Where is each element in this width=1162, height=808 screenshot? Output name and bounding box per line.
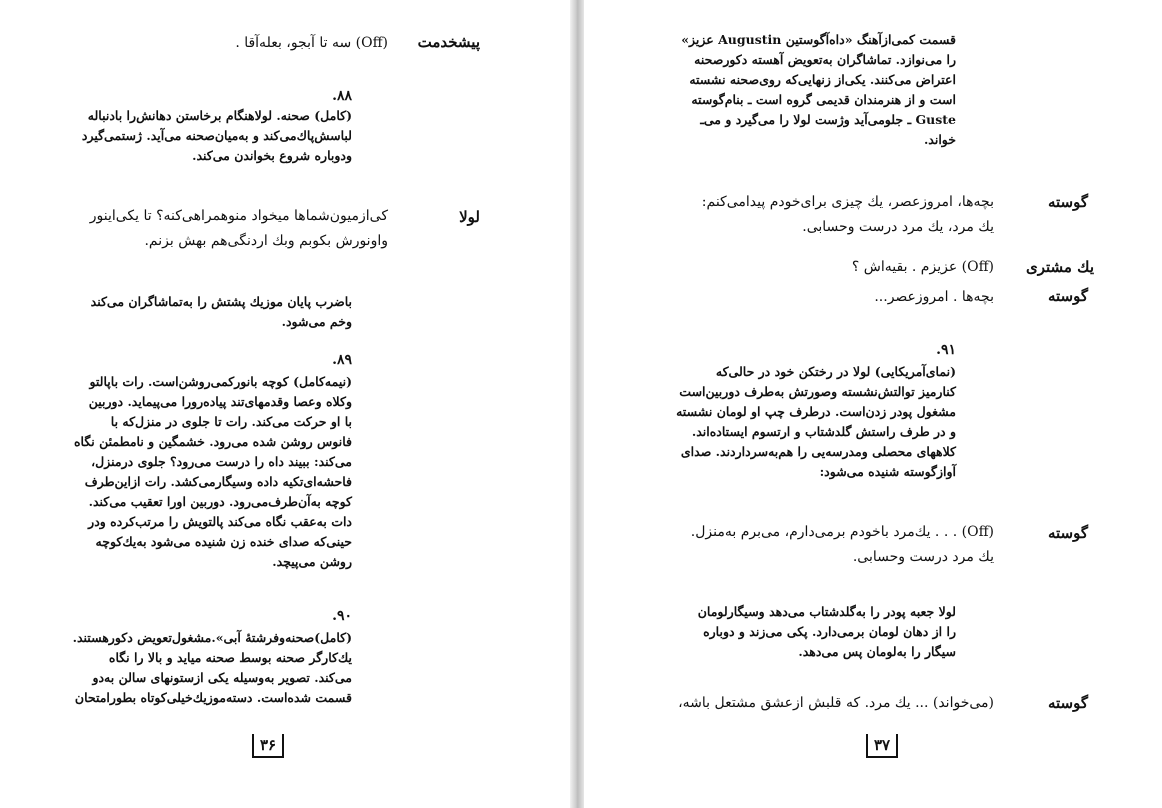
speaker-waiter: پیشخدمت	[417, 33, 480, 51]
page-number: ۳۷	[866, 734, 898, 758]
stage-line: فانوس روشن شده می‌رود. خشمگین و نامطمئن نگاه	[73, 434, 352, 449]
stage-line: (نیمه‌کامل) کوچه بانورکمی‌روشن‌است. رات باپالتو	[89, 374, 352, 389]
stage-line: وکلاه وعصا وقدمهای‌تند پیاده‌رورا می‌پیماید. دوربین	[88, 394, 352, 409]
stage-line: می‌کند. تصویر بەوسیله یکی ازستونهای سالن بەدو	[92, 670, 352, 685]
goste-dialog-1	[702, 190, 994, 240]
shot-90	[332, 606, 352, 626]
stage-line: آوازگوسته شنیده می‌شود:	[819, 464, 956, 479]
dialog-line: واونورش بکوبم وبك اردنگی‌هم بهش بزنم.	[144, 233, 388, 249]
stage-line: (کامل) صحنه. لولاهنگام برخاستن دهانش‌را بادنباله	[87, 108, 352, 123]
customer-dialog	[852, 255, 994, 280]
speaker-lola: لولا	[459, 208, 480, 226]
book-gutter	[570, 0, 584, 808]
lola-dialog	[90, 204, 388, 254]
stage-line: کلاههای محصلی ومدرسه‌یی را هم‌بەسرداردند. صدای	[680, 444, 956, 459]
shot-number: ۸۸.	[332, 88, 352, 104]
stage-line: را می‌نوازد. تماشاگران به‌تعویض آهسته دکورصحنه	[694, 52, 956, 67]
stage-line: و در طرف راستش گلدشتاب و ارتسوم ایستاده‌اند.	[691, 424, 956, 439]
stage-line: است و از هنرمندان قدیمی گروه است ـ بنام‌گوسته	[691, 92, 956, 107]
stage-music-end	[91, 292, 352, 332]
stage-line: حینی‌که صدای خنده زن شنیده می‌شود بەیك‌کوچه	[95, 534, 352, 549]
stage-line: خواند.	[923, 132, 956, 147]
stage-line: می‌کند: ببیند داه را درست می‌رود؟ جلوی درمنزل،	[91, 454, 352, 469]
shot-number: ۸۹.	[332, 352, 352, 368]
speaker-goste: گوسته	[1047, 193, 1088, 211]
speaker-goste: گوسته	[1047, 694, 1088, 712]
shot-90-description	[73, 628, 352, 708]
dialog-line: بچەها . امروزعصر...	[874, 289, 994, 305]
stage-line: کنارمیز توالتش‌نشسته وصورتش بەطرف دوربین‌است	[679, 384, 956, 399]
right-page	[584, 0, 1162, 808]
stage-line: یك‌کارگر صحنه بوسط صحنه میاید و بالا را نگاه	[108, 650, 352, 665]
dialog-line: کی‌ازمیون‌شماها میخواد منوهمراهی‌کنه؟ تا یکی‌اینور	[89, 208, 388, 224]
shot-88-description	[82, 106, 352, 166]
speaker-goste: گوسته	[1047, 524, 1088, 542]
stage-line: باضرب پایان موزیك پشتش را بەتماشاگران می‌کند	[90, 294, 352, 309]
stage-line: مشغول پودر زدن‌است. درطرف چپ او لومان نشسته	[676, 404, 956, 419]
shot-number: ۹۱.	[936, 342, 956, 358]
dialog-line: (Off) سه تا آبجو، بعله‌آقا .	[235, 35, 388, 51]
stage-line: لباسش‌پاك‌می‌کند و به‌میان‌صحنه می‌آید. ژستمی‌گیرد	[81, 128, 352, 143]
stage-line: کوچه به‌آن‌طرف‌می‌رود. دوربین اورا تعقیب می‌کند.	[88, 494, 352, 509]
goste-dialog-2	[874, 285, 994, 310]
stage-line: را از دهان لومان برمی‌دارد. پکی می‌زند و دوباره	[703, 624, 956, 639]
goste-dialog-4	[678, 691, 994, 716]
dialog-line: (Off) عزیزم . بقیه‌اش ؟	[851, 259, 994, 275]
stage-line: با او حرکت می‌کند. رات تا جلوی در منزل‌که با	[110, 414, 352, 429]
stage-line: روشن می‌پیچد.	[272, 554, 352, 569]
shot-91-description	[676, 362, 956, 482]
stage-line: سیگار را بەلومان پس می‌دهد.	[798, 644, 956, 659]
stage-top-description	[681, 30, 956, 150]
shot-88	[332, 86, 352, 106]
shot-91	[936, 340, 956, 360]
speaker-customer: یك مشتری	[1026, 258, 1094, 276]
goste-dialog-3	[691, 520, 994, 570]
stage-line: لولا جعبه پودر را بەگلدشتاب می‌دهد وسیگارلومان	[697, 604, 956, 619]
stage-line: دات بەعقب نگاه می‌کند پالتویش را مرتب‌کرده ودر	[88, 514, 352, 529]
dialog-line: (Off) . . . یك‌مرد باخودم برمی‌دارم، می‌برم بەمنزل.	[690, 524, 994, 540]
shot-89-description	[74, 372, 352, 572]
stage-line: ودوباره شروع بخواندن می‌کند.	[192, 148, 352, 163]
stage-line: Guste ـ جلومی‌آید وژست لولا را می‌گیرد و می‌ـ	[700, 112, 956, 127]
shot-89	[332, 350, 352, 370]
stage-line: اعتراض می‌کنند. یکی‌از زنهایی‌که روی‌صحنه نشسته	[689, 72, 956, 87]
stage-lola-powder	[698, 602, 956, 662]
stage-line: وخم می‌شود.	[281, 314, 352, 329]
stage-line: (کامل)صحنه‌وفرشتهٔ آبی».مشغول‌تعویض دکورهستند.	[72, 630, 352, 645]
stage-line: قسمت شده‌است. دستەموزیك‌خیلی‌کوتاه بطورامتحان	[74, 690, 352, 705]
dialog-line: (می‌خواند) ... یك مرد. که قلبش ازعشق مشتعل باشه،	[678, 695, 994, 711]
stage-line: قسمت کمی‌ازآهنگ «داه‌آگوستین Augustin عزیز»	[681, 32, 956, 47]
shot-number: ۹۰.	[332, 608, 352, 624]
stage-line: (نمای‌آمریکایی) لولا در رختکن خود در حالی‌که	[715, 364, 956, 379]
waiter-dialog	[235, 31, 388, 56]
dialog-line: یك مرد درست وحسابی.	[852, 549, 994, 565]
page-number: ۳۶	[252, 734, 284, 758]
stage-line: فاحشه‌ای‌تکیه داده وسیگارمی‌کشد. رات ازاین‌طرف	[84, 474, 352, 489]
speaker-goste: گوسته	[1047, 287, 1088, 305]
left-page	[0, 0, 570, 808]
dialog-line: یك مرد، یك مرد درست وحسابی.	[802, 219, 994, 235]
dialog-line: بچەها، امروزعصر، یك چیزی برای‌خودم پیدامی‌کنم:	[701, 194, 994, 210]
